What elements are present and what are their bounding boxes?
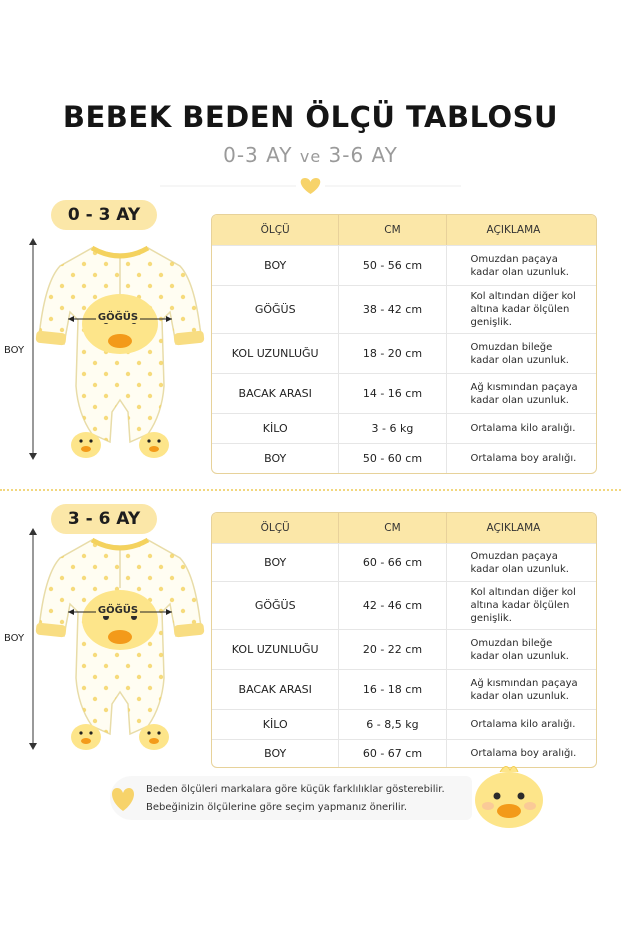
- description-line: altına kadar ölçülen: [470, 600, 570, 611]
- description-line: Kol altından diğer kol: [470, 587, 576, 598]
- description-line: Ağ kısmından paçaya: [470, 381, 578, 393]
- cm-cell: 20 - 22 cm: [339, 629, 446, 669]
- subtitle-conjunction: ve: [299, 147, 322, 166]
- section-divider: [0, 489, 621, 491]
- description-cell: [447, 709, 596, 739]
- cm-cell: 38 - 42 cm: [339, 285, 446, 333]
- description-line: Ortalama boy aralığı.: [470, 453, 577, 464]
- description-cell: [447, 669, 596, 709]
- cm-cell: 16 - 18 cm: [339, 669, 446, 709]
- measure-cell: GÖĞÜS: [212, 285, 339, 333]
- table-row: [212, 709, 596, 739]
- subtitle-age-2: 3-6 AY: [328, 143, 398, 167]
- chest-label: GÖĞÜS: [97, 605, 139, 616]
- header-measure: ÖLÇÜ: [212, 513, 339, 543]
- description-line: Ortalama kilo aralığı.: [470, 423, 576, 434]
- description-cell: [447, 581, 596, 629]
- description-line: Omuzdan paçaya: [470, 550, 558, 562]
- description-line: Ortalama boy aralığı.: [470, 748, 577, 759]
- chest-label: GÖĞÜS: [97, 312, 139, 323]
- header-description: AÇIKLAMA: [447, 513, 596, 543]
- onesie-illustration: [34, 528, 206, 754]
- description-line: kadar olan uzunluk.: [470, 563, 569, 575]
- description-cell: [447, 543, 596, 581]
- cm-cell: 18 - 20 cm: [339, 333, 446, 373]
- page-title: BEBEK BEDEN ÖLÇÜ TABLOSU: [62, 100, 559, 134]
- description-line: kadar olan uzunluk.: [470, 690, 569, 702]
- table-row: [212, 413, 596, 443]
- description-line: Omuzdan bileğe: [470, 341, 553, 353]
- measure-cell: BOY: [212, 543, 339, 581]
- size-table: [211, 214, 597, 474]
- size-table: [211, 512, 597, 768]
- cm-cell: 42 - 46 cm: [339, 581, 446, 629]
- cm-cell: 3 - 6 kg: [339, 413, 446, 443]
- description-line: kadar olan uzunluk.: [470, 394, 569, 406]
- description-line: Kol altından diğer kol: [470, 291, 576, 302]
- note-line-1: Beden ölçüleri markalara göre küçük farklılıklar gösterebilir.: [146, 784, 445, 795]
- description-cell: [447, 413, 596, 443]
- table-row: [212, 333, 596, 373]
- title-divider: [160, 176, 461, 196]
- subtitle-age-1: 0-3 AY: [223, 143, 293, 167]
- age-badge: 3 - 6 AY: [51, 504, 157, 534]
- description-cell: [447, 285, 596, 333]
- height-label: BOY: [4, 345, 25, 356]
- duck-face-icon: [470, 762, 548, 830]
- description-line: altına kadar ölçülen: [470, 304, 570, 315]
- onesie-illustration: [34, 236, 206, 462]
- description-line: kadar olan uzunluk.: [470, 650, 569, 662]
- heart-icon: [108, 786, 138, 812]
- header-description: AÇIKLAMA: [447, 215, 596, 245]
- table-row: [212, 629, 596, 669]
- description-cell: [447, 373, 596, 413]
- measure-cell: BOY: [212, 245, 339, 285]
- description-line: kadar olan uzunluk.: [470, 354, 569, 366]
- table-row: [212, 443, 596, 473]
- cm-cell: 6 - 8,5 kg: [339, 709, 446, 739]
- measure-cell: BOY: [212, 443, 339, 473]
- description-line: genişlik.: [470, 613, 512, 624]
- measure-cell: KİLO: [212, 413, 339, 443]
- measure-cell: KİLO: [212, 709, 339, 739]
- height-label: BOY: [4, 633, 25, 644]
- heart-icon: [301, 178, 321, 194]
- cm-cell: 50 - 56 cm: [339, 245, 446, 285]
- note-line-2: Bebeğinizin ölçülerine göre seçim yapmanız önerilir.: [146, 802, 408, 813]
- description-cell: [447, 443, 596, 473]
- description-line: Omuzdan paçaya: [470, 253, 558, 265]
- age-badge: 0 - 3 AY: [51, 200, 157, 230]
- measure-cell: KOL UZUNLUĞU: [212, 333, 339, 373]
- description-line: Ağ kısmından paçaya: [470, 677, 578, 689]
- table-row: [212, 245, 596, 285]
- description-cell: [447, 629, 596, 669]
- header-cm: CM: [339, 513, 446, 543]
- description-line: genişlik.: [470, 317, 512, 328]
- description-line: kadar olan uzunluk.: [470, 266, 569, 278]
- table-row: [212, 285, 596, 333]
- description-cell: [447, 245, 596, 285]
- table-row: [212, 373, 596, 413]
- cm-cell: 60 - 66 cm: [339, 543, 446, 581]
- header-cm: CM: [339, 215, 446, 245]
- table-row: [212, 669, 596, 709]
- cm-cell: 50 - 60 cm: [339, 443, 446, 473]
- note-box: [110, 776, 472, 820]
- measure-cell: BACAK ARASI: [212, 373, 339, 413]
- table-header-row: [212, 513, 596, 543]
- description-line: Ortalama kilo aralığı.: [470, 719, 576, 730]
- measure-cell: GÖĞÜS: [212, 581, 339, 629]
- cm-cell: 14 - 16 cm: [339, 373, 446, 413]
- table-header-row: [212, 215, 596, 245]
- measure-cell: BACAK ARASI: [212, 669, 339, 709]
- page-subtitle: [0, 143, 621, 167]
- table-row: [212, 543, 596, 581]
- measure-cell: KOL UZUNLUĞU: [212, 629, 339, 669]
- measure-cell: BOY: [212, 739, 339, 767]
- description-line: Omuzdan bileğe: [470, 637, 553, 649]
- table-row: [212, 581, 596, 629]
- cm-cell: 60 - 67 cm: [339, 739, 446, 767]
- description-cell: [447, 333, 596, 373]
- header-measure: ÖLÇÜ: [212, 215, 339, 245]
